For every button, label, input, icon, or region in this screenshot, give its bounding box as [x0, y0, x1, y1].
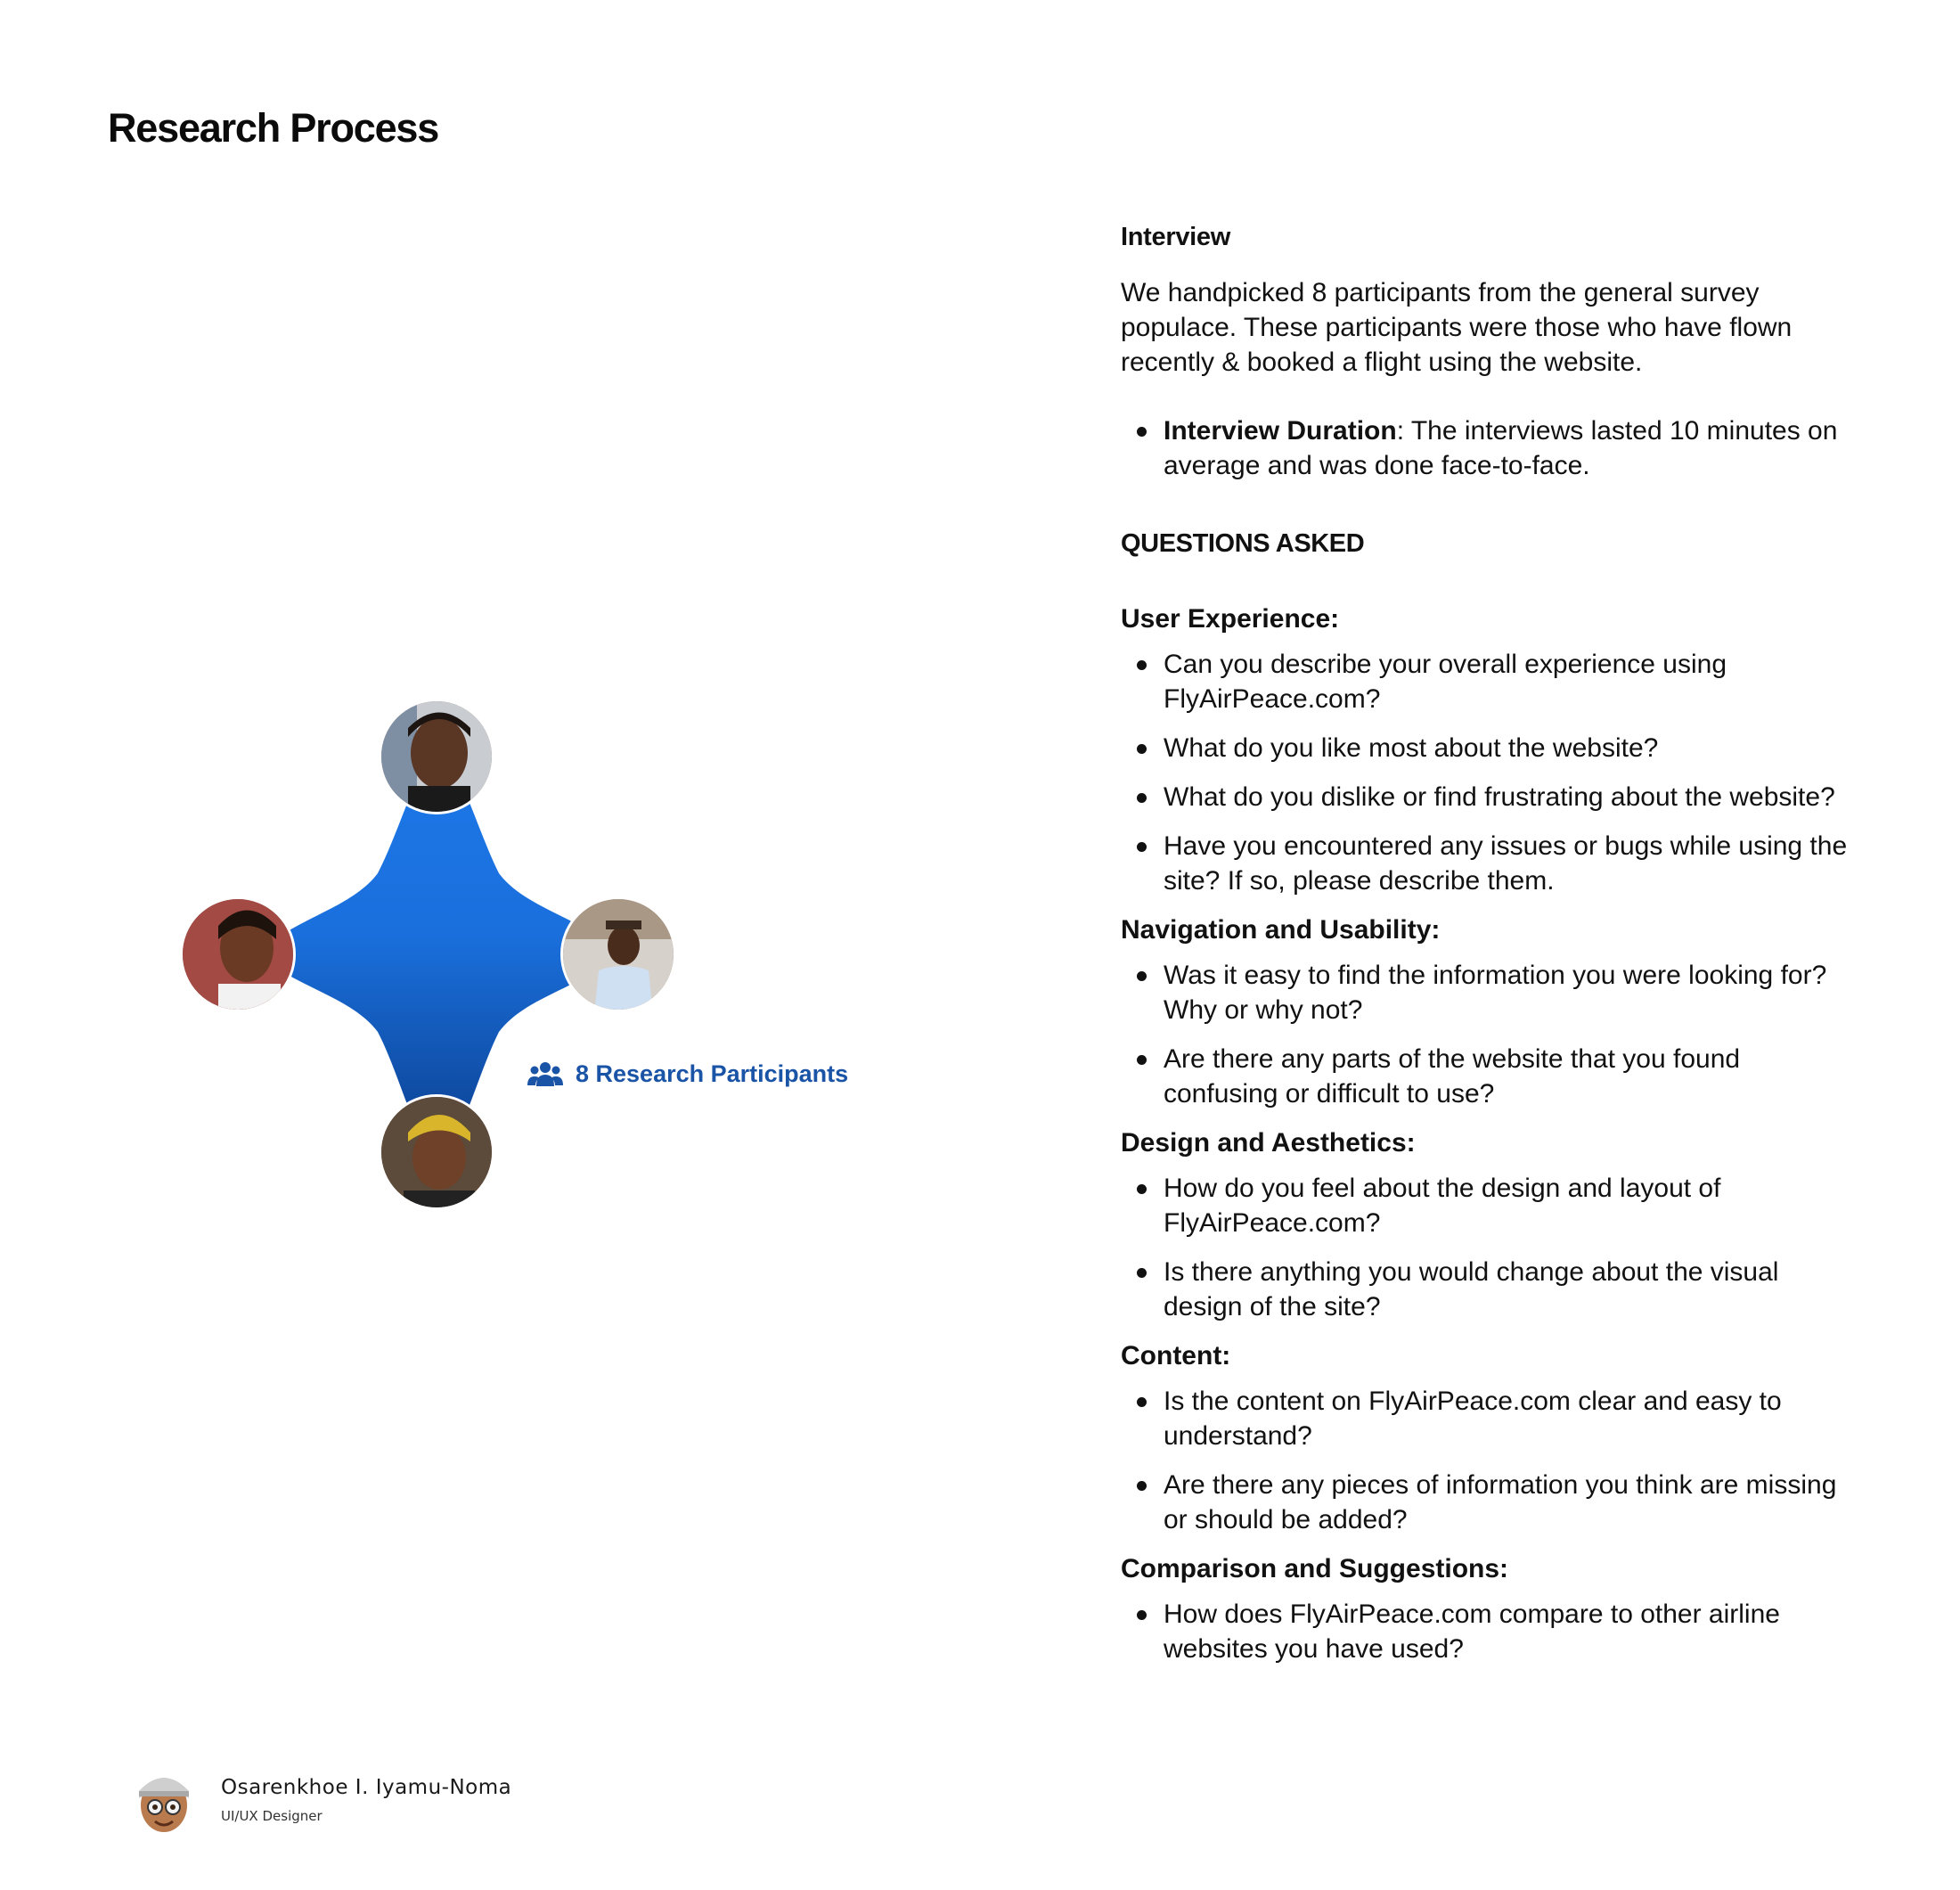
question-item: What do you dislike or find frustrating about the website?	[1121, 780, 1851, 814]
category-comparison-suggestions	[1121, 1551, 1851, 1666]
category-title: Navigation and Usability:	[1121, 915, 1441, 945]
question-item: What do you like most about the website?	[1121, 731, 1851, 765]
category-navigation-usability	[1121, 912, 1851, 1111]
question-item: Are there any parts of the website that you found confusing or difficult to use?	[1121, 1042, 1851, 1111]
question-item: Can you describe your overall experience using FlyAirPeace.com?	[1121, 647, 1851, 716]
question-item: Are there any pieces of information you think are missing or should be added?	[1121, 1468, 1851, 1537]
participant-avatar-bottom	[379, 1094, 494, 1210]
question-item: How do you feel about the design and layout of FlyAirPeace.com?	[1121, 1171, 1851, 1240]
page-title: Research Process	[108, 105, 439, 151]
interview-duration-item	[1121, 413, 1851, 483]
duration-label: Interview Duration	[1164, 416, 1397, 446]
participants-count	[527, 1060, 848, 1088]
question-item: Have you encountered any issues or bugs while using the site? If so, please describe them.	[1121, 829, 1851, 898]
category-title: Content:	[1121, 1341, 1231, 1370]
group-icon	[527, 1061, 563, 1088]
duration-text: : The interviews lasted 10 minutes on average and was done face-to-face.	[1164, 416, 1838, 480]
question-item: Is the content on FlyAirPeace.com clear and easy to understand?	[1121, 1384, 1851, 1453]
memoji-avatar-icon	[132, 1764, 196, 1836]
category-design-aesthetics	[1121, 1125, 1851, 1324]
interview-intro: We handpicked 8 participants from the general survey populace. These participants were those who have flown recently & booked a flight using the website.	[1121, 278, 1793, 377]
interview-duration-list	[1121, 413, 1851, 483]
category-content	[1121, 1338, 1851, 1537]
category-title: Design and Aesthetics:	[1121, 1128, 1416, 1158]
author-card	[132, 1764, 511, 1836]
category-user-experience	[1121, 601, 1851, 898]
participants-label: 8 Research Participants	[576, 1060, 849, 1087]
question-item: How does FlyAirPeace.com compare to other airline websites you have used?	[1121, 1597, 1851, 1666]
author-name: Osarenkhoe I. Iyamu-Noma	[221, 1776, 512, 1799]
question-item: Is there anything you would change about the visual design of the site?	[1121, 1255, 1851, 1324]
participant-avatar-left	[180, 896, 296, 1012]
category-title: Comparison and Suggestions:	[1121, 1554, 1509, 1583]
interview-heading: Interview	[1121, 223, 1231, 251]
interview-section	[1121, 223, 1851, 1681]
question-item: Was it easy to find the information you were looking for? Why or why not?	[1121, 958, 1851, 1027]
questions-heading: QUESTIONS ASKED	[1121, 529, 1365, 558]
participant-avatar-top	[379, 699, 494, 814]
author-role: UI/UX Designer	[221, 1808, 323, 1824]
category-title: User Experience:	[1121, 604, 1340, 634]
participant-avatar-right	[560, 896, 676, 1012]
